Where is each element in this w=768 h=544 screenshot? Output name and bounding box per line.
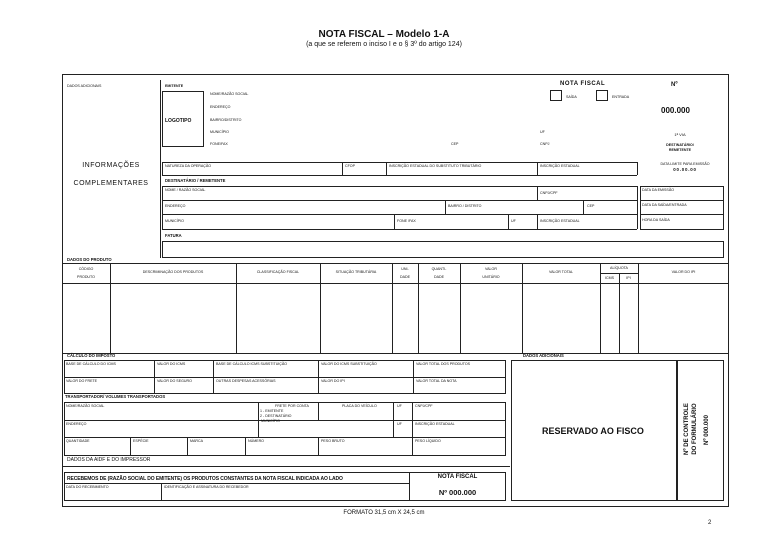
transp-col-uf1 — [393, 402, 394, 437]
reservado-fisco-label: RESERVADO AO FISCO — [542, 426, 644, 436]
transp-col-placa — [318, 402, 319, 420]
col-unidade-2: DADE — [400, 275, 410, 279]
ie-emitente-label: INSCRIÇÃO ESTADUAL — [540, 164, 580, 168]
produtos-col-2 — [236, 263, 237, 353]
dest-line-1 — [162, 186, 637, 187]
transp-destinatario-option[interactable]: 2 - DESTINATÁRIO — [260, 414, 292, 418]
dest-ie-line — [537, 214, 538, 229]
imposto-ipi-label: VALOR DO IPI — [321, 379, 345, 383]
dest-fone-label: FONE /FAX — [397, 219, 416, 223]
nota-numero-label: Nº — [671, 82, 678, 88]
transp-emitente-option[interactable]: 1 - EMITENTE — [260, 409, 284, 413]
nota-fiscal-title: NOTA FISCAL — [560, 81, 606, 87]
dest-uf-label: UF — [511, 219, 516, 223]
dados-adicionais-label: DADOS ADICIONAIS — [67, 84, 102, 88]
emitente-uf-label: UF — [540, 130, 545, 134]
col-valor-ipi: VALOR DO IPI — [671, 270, 696, 274]
produtos-body-bottom — [62, 353, 729, 354]
fatura-label: FATURA — [165, 233, 182, 238]
produtos-header-bottom — [62, 283, 729, 284]
transp-col-frete — [258, 402, 259, 420]
entrada-checkbox[interactable] — [596, 90, 608, 101]
operacao-top-line — [162, 162, 637, 163]
controle-line2: DO FORMULÁRIO — [692, 403, 698, 455]
transp-ie-label: INSCRIÇÃO ESTADUAL — [415, 422, 455, 426]
transp-col-numero — [245, 437, 246, 456]
operacao-left-line — [162, 162, 163, 175]
fatura-box[interactable] — [162, 241, 724, 258]
dest-line-3 — [162, 214, 637, 215]
recibo-data-label: DATA DO RECEBIMENTO — [66, 485, 109, 489]
dest-municipio-label: MUNICÍPIO — [165, 219, 184, 223]
col-aliquota: ALÍQUOTA — [610, 266, 628, 270]
transp-peso-bruto-label: PESO BRUTO — [321, 439, 345, 443]
col-codigo-2: PRODUTO — [77, 275, 95, 279]
col-aliquota-icms: ICMS — [605, 276, 614, 280]
emitente-bairro-label: BAIRRO/DISTRITO — [210, 118, 242, 122]
transp-especie-label: ESPÉCIE — [133, 439, 149, 443]
transp-col-marca — [187, 437, 188, 456]
transp-col-cnpj — [412, 402, 413, 437]
produtos-col-1 — [110, 263, 111, 353]
left-column-divider — [160, 80, 161, 258]
dest-cep-line — [583, 200, 584, 214]
aliquota-sub-line — [600, 273, 638, 274]
formato-label: FORMATO 31,5 cm X 24,5 cm — [343, 510, 425, 516]
recibo-nota-numero: Nº 000.000 — [438, 488, 477, 497]
page-number: 2 — [708, 520, 712, 526]
nota-via-label: 1ª VIA — [674, 132, 686, 137]
transp-marca-label: MARCA — [190, 439, 203, 443]
dest-bairro-line — [445, 200, 446, 214]
dest-cnpj-label: CNPJ/CPF — [540, 191, 558, 195]
col-codigo-1: CÓDIGO — [78, 267, 94, 271]
aidf-separator — [62, 466, 510, 467]
dest-endereco-label: ENDEREÇO — [165, 204, 186, 208]
produtos-header-top — [62, 263, 729, 264]
col-valor-total: VALOR TOTAL — [548, 270, 574, 274]
transp-cnpj-label: CNPJ/CPF — [415, 404, 433, 408]
col-valor-unit-1: VALOR — [485, 267, 497, 271]
valor-subst-label: VALOR DO ICMS SUBSTITUIÇÃO — [321, 362, 377, 366]
transp-col-peso-bruto — [318, 437, 319, 456]
transp-line-1 — [64, 420, 506, 421]
data-emissao-label: DATA DA EMISSÃO — [642, 188, 675, 192]
transp-col-municipio — [258, 420, 259, 437]
transp-frete-label: FRETE POR CONTA — [275, 404, 309, 408]
operacao-ie-sub-line — [386, 162, 387, 175]
dest-bairro-label: BAIRRO / DISTRITO — [448, 204, 482, 208]
emitente-nome-label: NOME/RAZÃO SOCIAL — [210, 92, 249, 96]
imposto-mid-line — [64, 377, 506, 378]
emitente-endereco-label: ENDEREÇO — [210, 105, 231, 109]
recibo-identificacao-label: IDENTIFICAÇÃO E ASSINATURA DO RECEBEDOR — [164, 485, 249, 489]
recibo-text: RECEBEMOS DE (RAZÃO SOCIAL DO EMITENTE) OS PRODUTOS CONSTANTES DA NOTA FISCAL INDICADA AO LADO — [67, 476, 343, 482]
transp-endereco-label: ENDEREÇO — [66, 422, 87, 426]
data-saida-label: DATA DA SAÍDA/ENTRADA — [642, 203, 687, 207]
emitente-label: EMITENTE — [165, 84, 184, 88]
transp-municipio-label: MUNICÍPIO — [261, 419, 280, 423]
info-complementares-line1: INFORMAÇÕES — [82, 162, 140, 169]
page-subtitle: (a que se referem o inciso I e o § 3º do artigo 124) — [306, 41, 462, 48]
dest-uf-line — [508, 214, 509, 229]
emitente-cnpj-label: CNPJ — [540, 142, 550, 146]
base-subst-label: BASE DE CÁLCULO ICMS SUBSTITUIÇÃO — [216, 362, 288, 366]
logotipo-label: LOGOTIPO — [165, 118, 192, 124]
transp-placa-label: PLACA DO VEÍCULO — [342, 404, 377, 408]
transp-nome-label: NOME/RAZÃO SOCIAL — [66, 404, 105, 408]
data-limite-value: 00.00.00 — [673, 167, 697, 172]
hora-saida-label: HORA DA SAÍDA — [642, 218, 670, 222]
dest-ie-label: INSCRIÇÃO ESTADUAL — [540, 219, 580, 223]
dest-cnpj-line — [537, 186, 538, 200]
natureza-operacao-label: NATUREZA DA OPERAÇÃO — [165, 164, 212, 168]
calculo-imposto-label: CÁLCULO DO IMPOSTO — [67, 353, 116, 358]
emitente-fone-label: FONE/FAX — [210, 142, 228, 146]
imposto-col-4 — [413, 360, 414, 394]
dest-right-line — [637, 186, 638, 229]
produtos-col-10 — [638, 263, 639, 353]
seguro-label: VALOR DO SEGURO — [157, 379, 192, 383]
col-aliquota-ipi: IPI — [626, 276, 631, 280]
transportador-label: TRANSPORTADOR/ VOLUMES TRANSPORTADOS — [65, 394, 166, 399]
col-classificacao: CLASSIFICAÇÃO FISCAL — [256, 270, 300, 274]
info-complementares-line2: COMPLEMENTARES — [73, 180, 149, 187]
dest-left-line — [162, 186, 163, 229]
col-situacao: SITUAÇÃO TRIBUTÁRIA — [335, 270, 377, 274]
nota-numero-value: 000.000 — [661, 106, 690, 115]
dest-line-2 — [162, 200, 637, 201]
imposto-col-2 — [213, 360, 214, 394]
data-limite-label: DATA LIMITE PARA EMISSÃO — [660, 162, 710, 166]
transp-col-peso-liquido — [412, 437, 413, 456]
frete-label: VALOR DO FRETE — [66, 379, 98, 383]
aidf-label: DADOS DA AIDF E DO IMPRESSOR — [67, 457, 151, 463]
operacao-right-line — [637, 162, 638, 175]
transp-uf-label: UF — [397, 404, 402, 408]
dados-produto-label: DADOS DO PRODUTO — [67, 257, 112, 262]
col-unidade-1: UNI- — [401, 267, 409, 271]
transp-quantidade-label: QUANTIDADE — [66, 439, 90, 443]
entrada-label: ENTRADA — [612, 95, 630, 99]
operacao-bottom-line — [162, 175, 637, 176]
emitente-cep-label: CEP — [451, 142, 459, 146]
col-quantidade-2: DADE — [434, 275, 444, 279]
emitente-municipio-label: MUNICÍPIO — [210, 130, 229, 134]
recibo-nota-label: NOTA FISCAL — [437, 474, 478, 480]
cfop-label: CFOP — [345, 164, 355, 168]
produtos-col-7 — [522, 263, 523, 353]
dest-nome-label: NOME / RAZÃO SOCIAL — [165, 188, 206, 192]
hora-saida-box[interactable] — [640, 214, 724, 230]
imposto-col-1 — [154, 360, 155, 394]
imposto-col-3 — [318, 360, 319, 394]
produtos-col-3 — [320, 263, 321, 353]
dest-cep-label: CEP — [587, 204, 595, 208]
nota-destinatario-line1: DESTINATÁRIO/ — [666, 143, 694, 147]
transp-uf2-label: UF — [397, 422, 402, 426]
dest-fone-line — [394, 214, 395, 229]
page-title: NOTA FISCAL – Modelo 1-A — [318, 29, 450, 40]
destinatario-label: DESTINATÁRIO / REMETENTE — [165, 178, 226, 183]
dest-line-4 — [162, 229, 637, 230]
transp-peso-liquido-label: PESO LÍQUIDO — [415, 439, 441, 443]
saida-checkbox[interactable] — [550, 90, 562, 101]
controle-line1: Nº DE CONTROLE — [684, 403, 690, 455]
base-icms-label: BASE DE CÁLCULO DO ICMS — [66, 362, 116, 366]
valor-icms-label: VALOR DO ICMS — [157, 362, 186, 366]
controle-numero: Nº 000.000 — [704, 415, 710, 445]
outras-despesas-label: OUTRAS DESPESAS ACESSÓRIAS — [216, 379, 276, 383]
transp-numero-label: NÚMERO — [248, 439, 264, 443]
total-nota-label: VALOR TOTAL DA NOTA — [416, 379, 457, 383]
total-produtos-label: VALOR TOTAL DOS PRODUTOS — [416, 362, 471, 366]
transp-col-especie — [130, 437, 131, 456]
saida-label: SAÍDA — [566, 95, 577, 99]
operacao-ie-line — [537, 162, 538, 175]
nota-destinatario-line2: REMETENTE — [668, 148, 692, 152]
dados-adicionais-right-label: DADOS ADICIONAIS — [523, 353, 564, 358]
recibo-data-divider — [161, 483, 162, 501]
operacao-cfop-line — [342, 162, 343, 175]
recibo-mid-line — [64, 483, 409, 484]
col-quantidade-1: QUANTI- — [431, 267, 447, 271]
produtos-col-9 — [619, 273, 620, 353]
col-descricao: DESCRIMINAÇÃO DOS PRODUTOS — [142, 270, 204, 274]
ie-substituto-label: INSCRIÇÃO ESTADUAL DO SUBSTITUTO TRIBUTÁRIO — [389, 164, 482, 168]
col-valor-unit-2: UNITÁRIO — [482, 275, 500, 279]
